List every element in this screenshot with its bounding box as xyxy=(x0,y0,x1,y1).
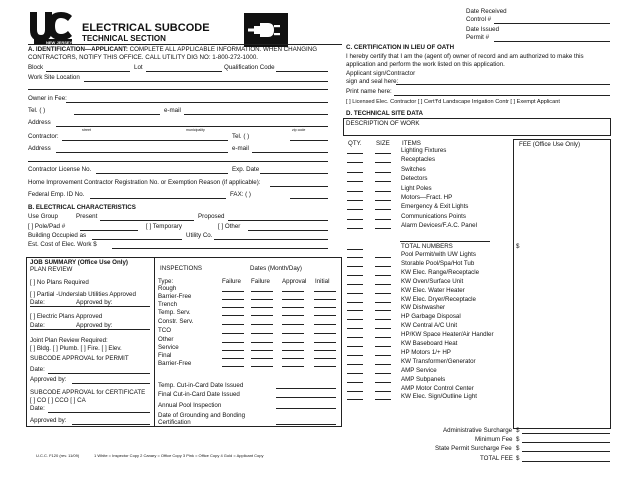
item-size-field[interactable] xyxy=(375,191,391,192)
col-initial: Initial xyxy=(315,278,330,285)
item-label: Alarm Devices/F.A.C. Panel xyxy=(401,222,477,230)
inspection-date-field[interactable] xyxy=(314,358,336,359)
pole-pad-checkbox[interactable]: [ ] Pole/Pad # xyxy=(28,223,66,230)
certification-text-2: application and perform the work listed on this application. xyxy=(346,61,505,68)
item-size-field[interactable] xyxy=(375,162,391,163)
items-heading: ITEMS xyxy=(402,140,421,147)
inspection-date-field[interactable] xyxy=(314,342,336,343)
owner-label: Owner in Fee: xyxy=(28,95,67,102)
inspection-date-field[interactable] xyxy=(251,324,273,325)
use-group-label: Use Group xyxy=(28,213,58,220)
inspection-type-label: Service xyxy=(158,344,179,351)
other-field[interactable] xyxy=(248,230,328,231)
item-qty-field[interactable] xyxy=(347,328,363,329)
item-size-field[interactable] xyxy=(375,382,391,383)
form-title: ELECTRICAL SUBCODE xyxy=(82,22,210,34)
col-failure-1: Failure xyxy=(222,278,241,285)
contractor-address-label: Address xyxy=(28,145,51,152)
item-size-field[interactable] xyxy=(375,266,391,267)
partial-checkbox[interactable]: [ ] Partial -Underslab Utilities Approved xyxy=(30,291,136,298)
annual-pool-label: Annual Pool Inspection xyxy=(158,402,222,409)
utility-field[interactable] xyxy=(214,239,328,240)
permit-date-field[interactable] xyxy=(48,373,150,374)
permit-line[interactable] xyxy=(494,41,610,42)
item-qty-field[interactable] xyxy=(347,399,363,400)
inspection-date-field[interactable] xyxy=(282,333,304,334)
present-field[interactable] xyxy=(100,220,194,221)
sign-label-1: Applicant sign/Contractor xyxy=(346,70,416,77)
contractor-label: Contractor: xyxy=(28,133,59,140)
item-size-field[interactable] xyxy=(375,310,391,311)
subcode-cert-label: SUBCODE APPROVAL for CERTIFICATE xyxy=(30,389,146,396)
item-label: Motors—Fract. HP xyxy=(401,194,453,201)
license-field[interactable] xyxy=(96,173,228,174)
pole-pad-field[interactable] xyxy=(80,230,138,231)
item-qty-field[interactable] xyxy=(347,310,363,311)
inspection-date-field[interactable] xyxy=(222,333,244,334)
item-label: Pool Permit/with UW Lights xyxy=(401,251,476,258)
item-qty-field[interactable] xyxy=(347,191,363,192)
contractor-email-label: e-mail xyxy=(232,145,249,152)
item-qty-field[interactable] xyxy=(347,293,363,294)
state-surcharge-label: State Permit Surcharge Fee xyxy=(435,445,512,452)
total-numbers-line xyxy=(400,241,490,242)
inspection-date-field[interactable] xyxy=(251,366,273,367)
item-size-field[interactable] xyxy=(375,355,391,356)
exp-date-label: Exp. Date xyxy=(232,166,260,173)
minimum-dollar: $ xyxy=(516,436,520,443)
inspection-date-field[interactable] xyxy=(314,366,336,367)
item-qty-field[interactable] xyxy=(347,275,363,276)
grounding-field[interactable] xyxy=(276,424,336,425)
joint-review-label: Joint Plan Review Required: xyxy=(30,337,108,344)
print-name-label: Print name here: xyxy=(346,88,392,95)
total-qty-field[interactable] xyxy=(347,249,363,250)
item-size-field[interactable] xyxy=(375,200,391,201)
inspection-date-field[interactable] xyxy=(222,342,244,343)
inspection-date-field[interactable] xyxy=(314,299,336,300)
item-size-field[interactable] xyxy=(375,391,391,392)
item-qty-field[interactable] xyxy=(347,257,363,258)
inspection-type-label: Trench xyxy=(158,301,178,308)
total-fee-dollar: $ xyxy=(516,455,520,462)
item-qty-field[interactable] xyxy=(347,162,363,163)
owner-field[interactable] xyxy=(66,102,328,103)
form-subtitle: TECHNICAL SECTION xyxy=(82,34,166,43)
contractor-tel-label: Tel. ( ) xyxy=(232,133,250,140)
item-qty-field[interactable] xyxy=(347,364,363,365)
licensed-options[interactable]: [ ] Licensed Elec. Contractor [ ] Cert'f'd Landscape Irrigation Contr [ ] Exempt Applicant xyxy=(346,99,560,105)
form-number: U.C.C. F120 (rev. 11/09) xyxy=(36,453,80,458)
qual-code-label: Qualification Code xyxy=(224,64,275,71)
item-label: KW Elec. Water Heater xyxy=(401,286,465,294)
annual-pool-field[interactable] xyxy=(276,408,336,409)
item-qty-field[interactable] xyxy=(347,391,363,392)
joint-review-options[interactable]: [ ] Bldg. [ ] Plumb. [ ] Fire. [ ] Elev. xyxy=(30,345,122,352)
inspection-date-field[interactable] xyxy=(251,315,273,316)
permit-label: Permit # xyxy=(466,34,490,41)
occupied-field[interactable] xyxy=(92,239,182,240)
dates-heading: Dates (Month/Day) xyxy=(250,265,302,272)
item-qty-field[interactable] xyxy=(347,319,363,320)
owner-tel-field[interactable] xyxy=(74,114,160,115)
fax-field[interactable] xyxy=(290,198,328,199)
item-size-field[interactable] xyxy=(375,172,391,173)
block-label: Block xyxy=(28,64,44,71)
proposed-field[interactable] xyxy=(228,220,328,221)
inspection-date-field[interactable] xyxy=(282,291,304,292)
total-fee-field[interactable] xyxy=(522,461,610,462)
final-cutin-field[interactable] xyxy=(276,397,336,398)
item-label: KW Baseboard Heat xyxy=(401,340,458,347)
date-received-label: Date Received xyxy=(466,8,507,15)
final-cutin-label: Final Cut-in-Card Date Issued xyxy=(158,391,240,398)
inspection-date-field[interactable] xyxy=(314,291,336,292)
permit-approved-field[interactable] xyxy=(72,383,150,384)
item-qty-field[interactable] xyxy=(347,346,363,347)
control-line[interactable] xyxy=(494,23,610,24)
item-qty-field[interactable] xyxy=(347,337,363,338)
total-numbers-label: TOTAL NUMBERS xyxy=(401,243,453,250)
inspection-type-label: Barrier-Free xyxy=(158,360,192,367)
inspection-type-label: Final xyxy=(158,352,172,359)
item-qty-field[interactable] xyxy=(347,382,363,383)
item-size-field[interactable] xyxy=(375,373,391,374)
state-dollar: $ xyxy=(516,445,520,452)
inspection-date-field[interactable] xyxy=(222,350,244,351)
item-qty-field[interactable] xyxy=(347,181,363,182)
owner-address-label: Address xyxy=(28,119,51,126)
block-field[interactable] xyxy=(46,71,130,72)
inspection-date-field[interactable] xyxy=(314,333,336,334)
total-fee-label: TOTAL FEE xyxy=(480,455,513,462)
item-qty-field[interactable] xyxy=(347,153,363,154)
owner-tel-label: Tel. ( ) xyxy=(28,107,46,114)
home-improvement-field[interactable] xyxy=(270,186,328,187)
admin-field[interactable] xyxy=(522,433,610,434)
elec-date-label: Date: xyxy=(30,322,45,329)
description-label: DESCRIPTION OF WORK xyxy=(346,120,420,127)
inspection-date-field[interactable] xyxy=(251,307,273,308)
section-a-instructions-2: CONTRACTORS, NOTIFY THIS OFFICE. CALL UTILITY DIG NO: 1-800-272-1000. xyxy=(28,54,259,61)
control-label: Control # xyxy=(466,16,492,23)
partial-approved-field[interactable] xyxy=(30,306,150,307)
inspection-date-field[interactable] xyxy=(222,291,244,292)
item-label: Storable Pool/Spa/Hot Tub xyxy=(401,259,475,267)
sign-label-2: sign and seal here: xyxy=(346,78,399,85)
item-label: KW Elec. Range/Receptacle xyxy=(401,268,480,276)
item-size-field[interactable] xyxy=(375,153,391,154)
present-label: Present xyxy=(76,213,98,220)
permit-approved-label: Approved by: xyxy=(30,376,67,383)
item-size-field[interactable] xyxy=(375,399,391,400)
inspection-date-field[interactable] xyxy=(222,366,244,367)
temp-cutin-label: Temp. Cut-in-Card Date Issued xyxy=(158,382,244,389)
elec-approved-label: Approved by: xyxy=(76,322,113,329)
inspection-date-field[interactable] xyxy=(222,299,244,300)
item-label: KW Transformer/Generator xyxy=(401,357,476,365)
qty-heading: QTY. xyxy=(348,140,362,147)
inspection-date-field[interactable] xyxy=(222,315,244,316)
cert-options[interactable]: [ ] CO [ ] CCO [ ] CA xyxy=(30,397,86,404)
item-label: AMP Motor Control Center xyxy=(401,384,474,392)
utility-label: Utility Co. xyxy=(186,232,213,239)
inspection-type-label: Constr. Serv. xyxy=(158,318,194,325)
inspection-date-field[interactable] xyxy=(314,324,336,325)
cert-approved-field[interactable] xyxy=(72,424,150,425)
owner-email-label: e-mail xyxy=(164,107,181,114)
item-label: Light Poles xyxy=(401,184,432,192)
occupied-label: Building Occupied as xyxy=(28,232,87,239)
proposed-label: Proposed xyxy=(198,213,225,220)
home-improvement-label: Home Improvement Contractor Registration No. or Exemption Reason (if applicable): xyxy=(28,179,261,186)
item-label: Receptacles xyxy=(401,156,436,164)
inspection-date-field[interactable] xyxy=(251,333,273,334)
partial-date-label: Date: xyxy=(30,299,45,306)
section-b-heading: B. ELECTRICAL CHARACTERISTICS xyxy=(28,204,136,211)
certification-label: Certification xyxy=(158,419,191,426)
item-qty-field[interactable] xyxy=(347,355,363,356)
item-label: Emergency & Exit Lights xyxy=(401,203,469,211)
item-qty-field[interactable] xyxy=(347,302,363,303)
inspection-type-label: Rough xyxy=(158,285,177,292)
item-qty-field[interactable] xyxy=(347,266,363,267)
lot-field[interactable] xyxy=(146,71,222,72)
inspection-date-field[interactable] xyxy=(251,291,273,292)
item-label: HP Motors 1/+ HP xyxy=(401,348,451,356)
fee-column xyxy=(513,139,611,429)
inspection-date-field[interactable] xyxy=(251,342,273,343)
inspection-date-field[interactable] xyxy=(222,307,244,308)
cert-date-label: Date: xyxy=(30,405,45,412)
municipality-caption: municipality xyxy=(186,128,205,132)
cert-approved-label: Approved by: xyxy=(30,417,67,424)
item-qty-field[interactable] xyxy=(347,228,363,229)
item-size-field[interactable] xyxy=(375,346,391,347)
qual-code-field[interactable] xyxy=(276,71,328,72)
inspection-date-field[interactable] xyxy=(282,358,304,359)
inspection-date-field[interactable] xyxy=(251,358,273,359)
federal-id-label: Federal Emp. ID No. xyxy=(28,191,85,198)
item-size-field[interactable] xyxy=(375,337,391,338)
item-size-field[interactable] xyxy=(375,328,391,329)
no-plans-checkbox[interactable]: [ ] No Plans Required xyxy=(30,279,89,286)
size-heading: SIZE xyxy=(376,140,390,147)
section-d-heading: D. TECHNICAL SITE DATA xyxy=(346,110,423,117)
item-label: KW Oven/Surface Unit xyxy=(401,277,464,285)
inspection-date-field[interactable] xyxy=(282,307,304,308)
partial-approved-label: Approved by: xyxy=(76,299,113,306)
state-field[interactable] xyxy=(522,451,610,452)
plug-icon xyxy=(244,13,288,47)
item-size-field[interactable] xyxy=(375,181,391,182)
item-size-field[interactable] xyxy=(375,257,391,258)
job-summary-heading: JOB SUMMARY (Office Use Only) xyxy=(30,259,128,266)
fee-heading: FEE (Office Use Only) xyxy=(519,141,581,148)
zip-caption: zip code xyxy=(292,128,306,132)
item-size-field[interactable] xyxy=(375,275,391,276)
logo-text: NEW JERSEY xyxy=(46,40,73,45)
contractor-tel-field[interactable] xyxy=(290,140,328,141)
item-size-field[interactable] xyxy=(375,302,391,303)
inspections-heading: INSPECTIONS xyxy=(160,265,202,272)
item-label: AMP Subpanels xyxy=(401,375,446,383)
minimum-field[interactable] xyxy=(522,442,610,443)
inspection-type-label: Temp. Serv. xyxy=(158,309,191,316)
inspection-date-field[interactable] xyxy=(314,315,336,316)
inspection-date-field[interactable] xyxy=(314,307,336,308)
item-qty-field[interactable] xyxy=(347,373,363,374)
inspection-date-field[interactable] xyxy=(282,324,304,325)
contractor-email-field[interactable] xyxy=(252,152,328,153)
copy-distribution: 1 White = Inspector Copy 2 Canary = Office Copy 3 Pink = Office Copy 4 Gold = Applicant Copy xyxy=(94,453,264,458)
ucc-logo xyxy=(28,10,74,46)
total-dollar: $ xyxy=(516,243,520,250)
license-label: Contractor License No. xyxy=(28,166,92,173)
inspection-date-field[interactable] xyxy=(314,350,336,351)
item-size-field[interactable] xyxy=(375,284,391,285)
minimum-fee-label: Minimum Fee xyxy=(475,436,513,443)
admin-dollar: $ xyxy=(516,427,520,434)
item-label: HP Garbage Disposal xyxy=(401,313,461,321)
col-failure-2: Failure xyxy=(251,278,270,285)
inspection-date-field[interactable] xyxy=(251,350,273,351)
grounding-label: Date of Grounding and Bonding xyxy=(158,412,246,419)
contractor-address-field[interactable] xyxy=(56,152,228,153)
fax-label: FAX: ( ) xyxy=(230,191,251,198)
col-approval: Approval xyxy=(282,278,307,285)
item-size-field[interactable] xyxy=(375,219,391,220)
item-qty-field[interactable] xyxy=(347,172,363,173)
federal-id-field[interactable] xyxy=(90,198,226,199)
item-label: Detectors xyxy=(401,175,428,183)
item-qty-field[interactable] xyxy=(347,209,363,210)
admin-surcharge-label: Administrative Surcharge xyxy=(443,427,513,434)
other-checkbox[interactable]: [ ] Other xyxy=(218,223,241,230)
owner-email-field[interactable] xyxy=(184,114,328,115)
cert-date-field[interactable] xyxy=(48,412,150,413)
item-label: KW Dishwasher xyxy=(401,304,446,312)
subcode-permit-label: SUBCODE APPROVAL for PERMIT xyxy=(30,355,129,362)
inspection-type-label: Barrier-Free xyxy=(158,293,192,300)
inspection-date-field[interactable] xyxy=(222,358,244,359)
section-c-heading: C. CERTIFICATION IN LIEU OF OATH xyxy=(346,44,455,51)
item-label: KW Elec. Dryer/Receptacle xyxy=(401,295,476,303)
temporary-checkbox[interactable]: [ ] Temporary xyxy=(146,223,182,230)
item-label: KW Elec. Sign/Outline Light xyxy=(401,393,478,401)
inspection-date-field[interactable] xyxy=(222,324,244,325)
item-label: Switches xyxy=(401,165,426,173)
contractor-field[interactable] xyxy=(62,140,228,141)
street-caption: street xyxy=(82,128,91,132)
item-qty-field[interactable] xyxy=(347,219,363,220)
work-site-field[interactable] xyxy=(84,81,328,82)
certification-text-1: I hereby certify that I am the (agent of) owner of record and am authorized to make this xyxy=(346,53,584,60)
item-label: HP/KW Space Heater/Air Handler xyxy=(401,331,494,339)
inspection-date-field[interactable] xyxy=(282,315,304,316)
plan-review-label: PLAN REVIEW xyxy=(30,266,73,273)
inspection-date-field[interactable] xyxy=(282,350,304,351)
permit-date-label: Date: xyxy=(30,366,45,373)
elec-approved-field[interactable] xyxy=(30,329,150,330)
item-size-field[interactable] xyxy=(375,209,391,210)
item-size-field[interactable] xyxy=(375,364,391,365)
elec-plans-checkbox[interactable]: [ ] Electric Plans Approved xyxy=(30,313,103,320)
inspection-date-field[interactable] xyxy=(282,366,304,367)
exp-date-field[interactable] xyxy=(260,173,328,174)
item-size-field[interactable] xyxy=(375,319,391,320)
item-label: Lighting Fixtures xyxy=(401,147,447,154)
section-a-instructions: A. IDENTIFICATION—APPLICANT: COMPLETE ALL APPLICABLE INFORMATION. WHEN CHANGING xyxy=(28,46,318,53)
work-site-label: Work Site Location xyxy=(28,74,80,81)
type-label: Type: xyxy=(158,278,174,285)
item-size-field[interactable] xyxy=(375,228,391,229)
print-name-field[interactable] xyxy=(394,95,610,96)
inspection-date-field[interactable] xyxy=(282,299,304,300)
inspection-type-label: Other xyxy=(158,336,174,343)
item-label: AMP Service xyxy=(401,366,437,374)
item-qty-field[interactable] xyxy=(347,200,363,201)
item-label: KW Central A/C Unit xyxy=(401,322,458,330)
inspection-date-field[interactable] xyxy=(282,342,304,343)
item-size-field[interactable] xyxy=(375,293,391,294)
date-issued-label: Date Issued xyxy=(466,26,500,33)
lot-label: Lot xyxy=(134,64,143,71)
est-cost-field[interactable] xyxy=(112,248,328,249)
temp-cutin-field[interactable] xyxy=(276,388,336,389)
est-cost-label: Est. Cost of Elec. Work $ xyxy=(28,241,97,248)
signature-field[interactable] xyxy=(396,84,610,85)
inspection-date-field[interactable] xyxy=(251,299,273,300)
inspection-type-label: TCO xyxy=(158,327,172,334)
item-label: Communications Points xyxy=(401,212,466,220)
item-qty-field[interactable] xyxy=(347,284,363,285)
